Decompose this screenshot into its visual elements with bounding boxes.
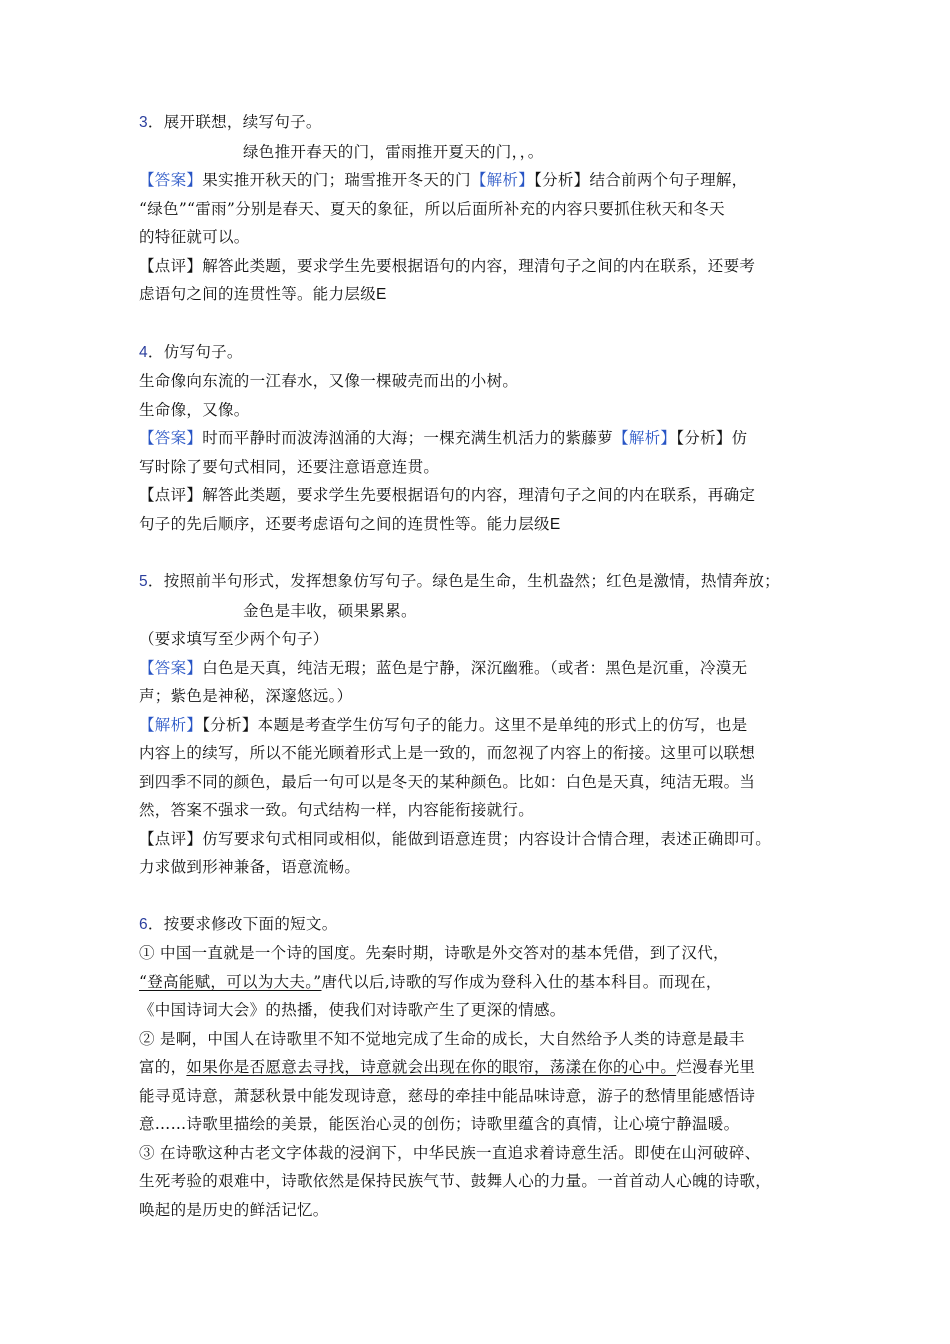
paragraph-1-line: [139, 968, 819, 997]
paragraph-2-line: 能寻觅诗意，萧瑟秋景中能发现诗意，慈母的牵挂中能品味诗意，游子的愁情里能感悟诗: [139, 1086, 756, 1105]
underlined-quote: “登高能赋，可以为大夫。”: [139, 972, 322, 991]
document-page: [139, 108, 819, 1252]
analysis-line: 然，答案不强求一致。句式结构一样，内容能衔接就行。: [139, 801, 535, 819]
comment-line: 力求做到形神兼备，语意流畅。: [139, 858, 361, 876]
ability-level: E: [376, 286, 387, 303]
analysis-line: 写时除了要句式相同，还要注意语意连贯。: [139, 457, 440, 476]
paragraph-1-line: 《中国诗词大会》的热播，使我们对诗歌产生了更深的情感。: [139, 1001, 566, 1019]
answer-line: [139, 424, 819, 453]
question-3-title-line: [139, 108, 819, 138]
analysis-line: [139, 711, 819, 740]
paragraph-2-line: 意……诗歌里描绘的美景，能医治心灵的创伤；诗歌里蕴含的真情，让心境宁静温暖。: [139, 1115, 740, 1133]
comment-line: 【点评】解答此类题，要求学生先要根据语句的内容，理清句子之间的内在联系，还要考: [139, 256, 756, 275]
paragraph-2-line: ② 是啊，中国人在诗歌里不知不觉地完成了生命的成长，大自然给予人类的诗意是最丰: [139, 1029, 745, 1048]
question-title: ．展开联想，续写句子。: [147, 113, 322, 131]
question-6: [139, 910, 819, 1225]
comment-line: 【点评】解答此类题，要求学生先要根据语句的内容，理清句子之间的内在联系，再确定: [139, 486, 756, 504]
comment-line: [139, 280, 819, 310]
ability-level: E: [549, 515, 561, 533]
question-number: 4: [139, 343, 148, 361]
paragraph-text: 烂漫春光里: [676, 1058, 756, 1076]
analysis-tag: 【解析】: [139, 715, 203, 734]
question-title: ．仿写句子。: [147, 342, 243, 361]
answer-tag: 【答案】: [139, 171, 203, 189]
question-prompt: 金色是丰收，硕果累累。: [243, 601, 417, 620]
fill-sentence: 生命像，又像。: [139, 400, 250, 419]
comment-text: 虑语句之间的连贯性等。能力层级: [139, 285, 377, 303]
analysis-text: 【分析】仿: [676, 429, 748, 447]
paragraph-text: 唐代以后,诗歌的写作成为登科入仕的基本科目。而现在，: [321, 972, 722, 991]
analysis-tag: 【解析】: [470, 171, 535, 189]
answer-text: 白色是天真，纯洁无瑕；蓝色是宁静，深沉幽雅。（或者：黑色是沉重，冷漠无: [202, 658, 748, 677]
answer-text: 果实推开秋天的门；瑞雪推开冬天的门: [202, 171, 471, 189]
paragraph-3-line: 生死考验的艰难中，诗歌依然是保持民族气节、鼓舞人心的力量。一首首动人心魄的诗歌，: [139, 1172, 772, 1190]
comment-line: [139, 510, 819, 540]
answer-line: [139, 166, 819, 195]
question-3: [139, 108, 819, 310]
analysis-line: “绿色”“雷雨”分别是春天、夏天的象征，所以后面所补充的内容只要抓住秋天和冬天: [139, 199, 725, 218]
paragraph-1-line: ① 中国一直就是一个诗的国度。先秦时期，诗歌是外交答对的基本凭借，到了汉代，: [139, 944, 729, 962]
paragraph-2-line: [139, 1053, 819, 1082]
question-5-title-line: [139, 567, 819, 597]
underlined-sentence: 如果你是否愿意去寻找，诗意就会出现在你的眼帘，荡漾在你的心中。: [186, 1058, 677, 1076]
analysis-text: 【分析】本题是考查学生仿写句子的能力。这里不是单纯的形式上的仿写，也是: [202, 715, 748, 734]
answer-line: [139, 654, 819, 683]
answer-text: 时而平静时而波涛汹涌的大海；一棵充满生机活力的紫藤萝: [202, 429, 614, 447]
analysis-line: 内容上的续写，所以不能光顾着形式上是一致的，而忽视了内容上的衔接。这里可以联想: [139, 744, 756, 762]
question-5: [139, 567, 819, 882]
analysis-text: 【分析】结合前两个句子理解，: [534, 171, 748, 189]
comment-text: 句子的先后顺序，还要考虑语句之间的连贯性等。能力层级: [139, 514, 550, 533]
example-sentence: 生命像向东流的一江春水，又像一棵破壳而出的小树。: [139, 372, 519, 390]
question-number: 5: [139, 573, 148, 590]
question-requirement: （要求填写至少两个句子）: [139, 630, 329, 648]
question-4-title-line: [139, 338, 819, 368]
analysis-line: 的特征就可以。: [139, 228, 250, 246]
question-number: 6: [139, 915, 148, 933]
answer-line: 声；紫色是神秘，深邃悠远。）: [139, 687, 353, 705]
question-number: 3: [139, 114, 148, 131]
paragraph-3-line: ③ 在诗歌这种古老文字体裁的浸润下，中华民族一直追求着诗意生活。即使在山河破碎、: [139, 1143, 761, 1162]
answer-tag: 【答案】: [139, 429, 203, 447]
paragraph-text: 富的，: [139, 1058, 187, 1076]
paragraph-3-line: 唤起的是历史的鲜活记忆。: [139, 1200, 329, 1219]
answer-tag: 【答案】: [139, 658, 203, 677]
analysis-line: 到四季不同的颜色，最后一句可以是冬天的某种颜色。比如：白色是天真，纯洁无瑕。当: [139, 772, 756, 791]
question-6-title-line: [139, 910, 819, 940]
comment-line: 【点评】仿写要求句式相同或相似，能做到语意连贯；内容设计合情合理，表述正确即可。: [139, 829, 772, 848]
question-prompt: 绿色推开春天的门，雷雨推开夏天的门，，。: [243, 142, 544, 161]
question-4: [139, 338, 819, 540]
analysis-tag: 【解析】: [613, 429, 677, 447]
question-title: ．按要求修改下面的短文。: [147, 914, 338, 933]
question-title: ．按照前半句形式，发挥想象仿写句子。绿色是生命，生机盎然；红色是激情，热情奔放；: [147, 572, 780, 590]
